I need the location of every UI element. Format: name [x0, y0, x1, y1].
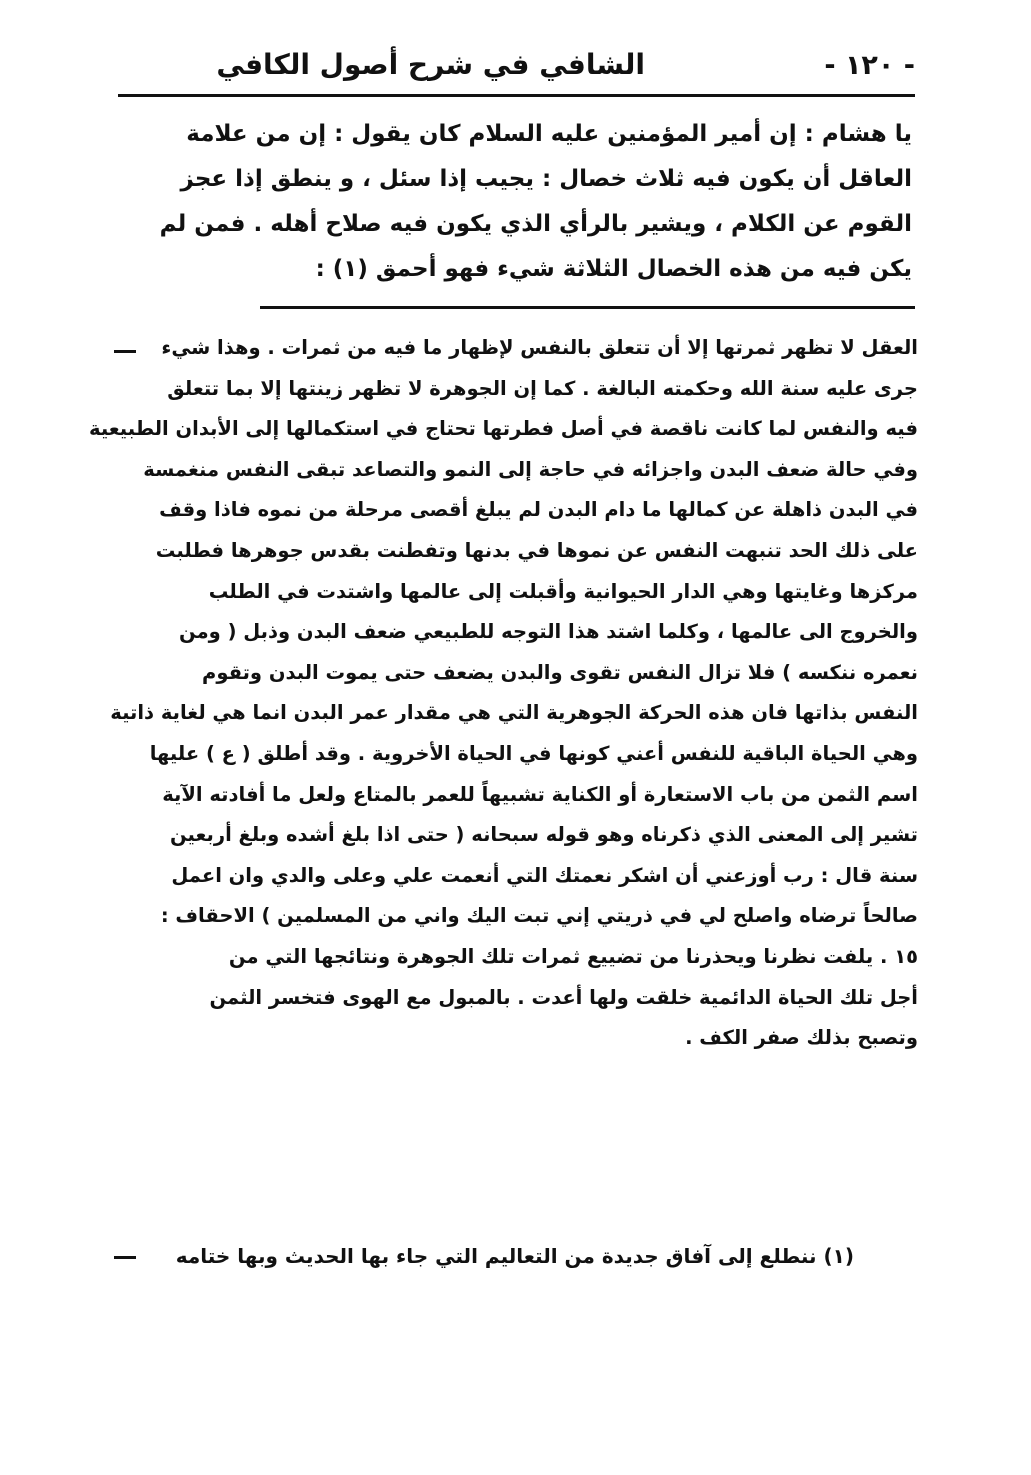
commentary-line: العقل لا تظهر ثمرتها إلا أن تتعلق بالنفس لإظهار ما فيه من ثمرات . وهذا شيء: [161, 336, 918, 359]
commentary-line: والخروج الى عالمها ، وكلما اشتد هذا التوجه للطبيعي ضعف البدن وذبل ( ومن: [179, 620, 918, 644]
commentary-line: نعمره ننكسه ) فلا تزال النفس تقوى والبدن يضعف حتى يموت البدن وتقوم: [202, 660, 918, 684]
footnote-continuation-dash: [114, 1256, 136, 1259]
hadith-line: العاقل أن يكون فيه ثلاث خصال : يجيب إذا سئل ، و ينطق إذا عجز: [180, 166, 912, 192]
commentary-line: على ذلك الحد تنبهت النفس عن نموها في بدنها وتفطنت بقدس جوهرها فطلبت: [155, 538, 918, 562]
hadith-line: يكن فيه من هذه الخصال الثلاثة شيء فهو أحمق (١) :: [315, 256, 912, 282]
commentary-line: أجل تلك الحياة الدائمية خلقت ولها أعدت . بالمبول مع الهوى فتخسر الثمن: [209, 985, 918, 1009]
commentary-line: النفس بذاتها فان هذه الحركة الجوهرية التي هي مقدار عمر البدن انما هي لغاية ذاتية: [110, 701, 918, 725]
commentary-line: فيه والنفس لما كانت ناقصة في أصل فطرتها تحتاج في استكمالها إلى الأبدان الطبيعية: [89, 417, 918, 441]
hadith-line: القوم عن الكلام ، ويشير بالرأي الذي يكون فيه صلاح أهله . فمن لم: [159, 211, 912, 237]
footnote: (١) ننطلع إلى آفاق جديدة من التعاليم التي جاء بها الحديث وبها ختامه: [175, 1244, 854, 1268]
hadith-line: يا هشام : إن أمير المؤمنين عليه السلام كان يقول : إن من علامة: [186, 121, 912, 147]
commentary-line: وتصبح بذلك صفر الكف .: [685, 1026, 918, 1050]
commentary-line: تشير إلى المعنى الذي ذكرناه وهو قوله سبحانه ( حتى اذا بلغ أشده وبلغ أربعين: [170, 823, 918, 847]
header-rule: [118, 94, 915, 97]
page-number: - ١٢٠ -: [824, 50, 915, 81]
commentary-line: صالحاً ترضاه واصلح لي في ذريتي إني تبت اليك واني من المسلمين ) الاحقاف :: [160, 904, 918, 928]
commentary-line: في البدن ذاهلة عن كمالها ما دام البدن لم يبلغ أقصى مرحلة من نموه فاذا وقف: [159, 498, 918, 522]
commentary-line: سنة قال : رب أوزعني أن اشكر نعمتك التي أنعمت علي وعلى والدي وان اعمل: [171, 863, 918, 887]
commentary-line: اسم الثمن من باب الاستعارة أو الكناية تشبيهاً للعمر بالمتاع ولعل ما أفادته الآية: [162, 782, 918, 806]
page-header: [118, 40, 915, 90]
commentary-line: وهي الحياة الباقية للنفس أعني كونها في الحياة الأخروية . وقد أطلق ( ع ) عليها: [149, 741, 918, 765]
commentary-text: [89, 328, 918, 1059]
commentary-line: ١٥ . يلفت نظرنا ويحذرنا من تضييع ثمرات تلك الجوهرة ونتائجها التي من: [228, 944, 918, 968]
commentary-line: مركزها وغايتها وهي الدار الحيوانية وأقبلت إلى عالمها واشتدت في الطلب: [208, 579, 918, 603]
text-commentary-divider: [260, 306, 915, 309]
commentary-line: وفي حالة ضعف البدن واجزائه في حاجة إلى النمو والتصاعد تبقى النفس منغمسة: [143, 457, 918, 481]
book-title: الشافي في شرح أصول الكافي: [216, 48, 645, 81]
hadith-text: [124, 112, 912, 292]
commentary-line: جرى عليه سنة الله وحكمته البالغة . كما إن الجوهرة لا تظهر زينتها إلا بما تتعلق: [167, 376, 918, 400]
